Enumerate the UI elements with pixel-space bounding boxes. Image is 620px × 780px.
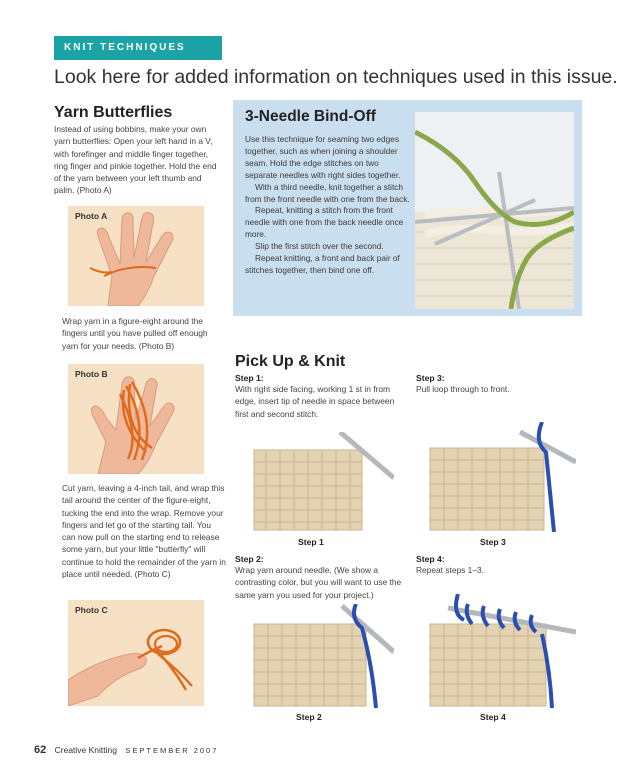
photo-c — [68, 600, 204, 706]
three-needle-title: 3-Needle Bind-Off — [245, 108, 376, 125]
three-needle-para-5: Repeat knitting, a front and back pair of stitches together, then bind one off. — [245, 253, 400, 275]
section-banner: KNIT TECHNIQUES — [54, 36, 222, 60]
three-needle-para-1: Use this technique for seaming two edges together, such as when joining a shoulder seam. Hold the edge stitches on two separate needles with right sides together. — [245, 134, 401, 180]
page-footer — [34, 744, 218, 756]
hand-wrapped-yarn-image — [68, 364, 204, 474]
step-3-text: Pull loop through to front. — [416, 384, 510, 394]
step-2-heading: Step 2: — [235, 554, 264, 564]
page-headline: Look here for added information on techniques used in this issue. — [54, 66, 618, 88]
photo-a — [68, 206, 204, 306]
photo-b — [68, 364, 204, 474]
bind-off-needles-image — [415, 112, 574, 309]
yarn-butterflies-step-2: Wrap yarn in a figure-eight around the fingers until you have pulled off enough yarn for your needs. (Photo B) — [62, 316, 208, 351]
step-3-caption: Step 3 — [480, 537, 506, 547]
magazine-name: Creative Knitting — [54, 745, 117, 755]
hand-open-v-image — [68, 206, 204, 306]
step-1-caption: Step 1 — [298, 537, 324, 547]
step-2-block — [235, 554, 407, 601]
three-needle-photo — [415, 112, 574, 309]
step-4-text: Repeat steps 1–3. — [416, 565, 484, 575]
step-1-image — [252, 432, 394, 532]
step-3-block — [416, 373, 586, 395]
three-needle-para-3: Repeat, knitting a stitch from the front needle with one from the back needle once more. — [245, 205, 404, 240]
step-3-image — [428, 422, 576, 532]
issue-date: SEPTEMBER 2007 — [125, 746, 219, 755]
step-3-heading: Step 3: — [416, 373, 445, 383]
pick-up-knit-title: Pick Up & Knit — [235, 353, 346, 370]
step-4-caption: Step 4 — [480, 712, 506, 722]
yarn-butterflies-step-3: Cut yarn, leaving a 4-inch tail, and wrap this tail around the center of the figure-eight, tucking the end into the wrap. Remove your fingers and let go of the starting tail. You can now pull on the starting end to release some yarn, but your little "butterfly" will continue to hold the remainder of the yarn in place until needed. (Photo C) — [62, 483, 226, 580]
step-2-text: Wrap yarn around needle. (We show a contrasting color, but you will want to use the same yarn you used for your project.) — [235, 565, 402, 600]
step-4-image — [428, 594, 576, 708]
step-2-image — [252, 604, 394, 708]
step-2-caption: Step 2 — [296, 712, 322, 722]
yarn-butterflies-intro: Instead of using bobbins, make your own yarn butterflies: Open your left hand in a V, with forefinger and middle finger together, ring finger and pinkie together. Hold the end of the yarn between your left thumb and palm. (Photo A) — [54, 124, 217, 196]
step-4-block — [416, 554, 586, 576]
three-needle-text — [245, 134, 413, 277]
photo-a-label: Photo A — [75, 211, 108, 221]
yarn-butterflies-title: Yarn Butterflies — [54, 104, 173, 121]
three-needle-para-4: Slip the first stitch over the second. — [255, 241, 384, 252]
three-needle-bind-off-box — [233, 100, 582, 316]
three-needle-para-2: With a third needle, knit together a stitch from the front needle with one from the back. — [245, 181, 410, 204]
page-number: 62 — [34, 744, 47, 756]
photo-b-label: Photo B — [75, 369, 108, 379]
step-1-block — [235, 373, 405, 420]
step-1-text: With right side facing, working 1 st in from edge, insert tip of needle in space between first and second stitch. — [235, 384, 395, 419]
step-4-heading: Step 4: — [416, 554, 445, 564]
step-1-heading: Step 1: — [235, 373, 264, 383]
finished-butterfly-image — [68, 600, 204, 706]
photo-c-label: Photo C — [75, 605, 108, 615]
